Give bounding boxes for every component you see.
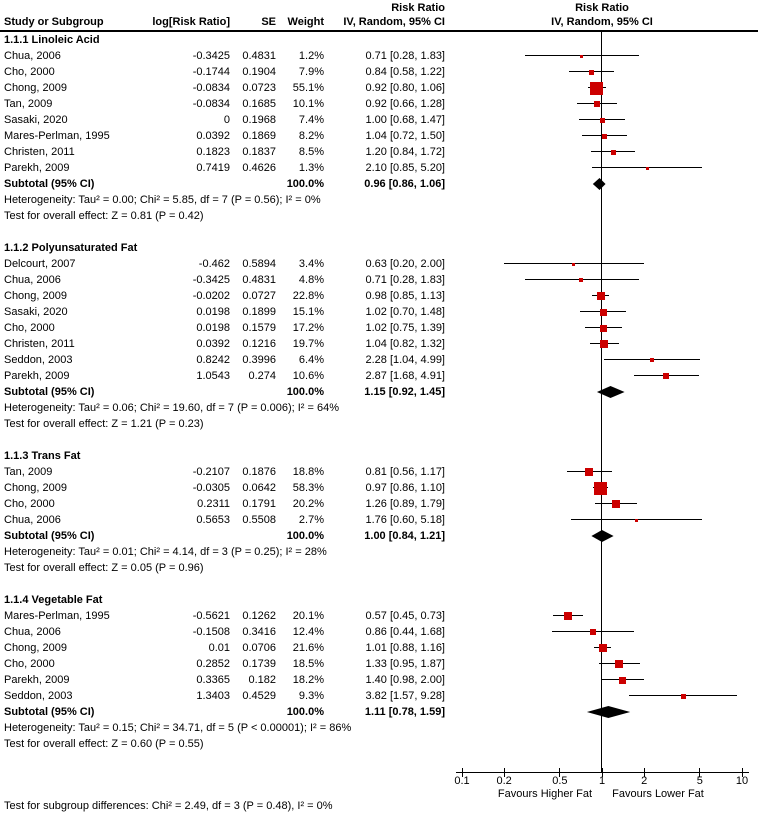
study-row: [0, 640, 758, 656]
weight-value: 18.8%: [292, 466, 324, 478]
ci-text: 1.04 [0.72, 1.50]: [365, 130, 445, 142]
se-value: 0.1869: [242, 130, 276, 142]
axis-tick-label: 0.5: [552, 775, 568, 787]
effect-marker: [597, 292, 605, 300]
weight-value: 6.4%: [298, 354, 324, 366]
study-name: Mares-Perlman, 1995: [4, 610, 110, 622]
column-header-weight: Weight: [287, 16, 324, 28]
overall-effect-text: Test for overall effect: Z = 0.05 (P = 0.96): [4, 562, 204, 574]
study-row: [0, 304, 758, 320]
section-title: 1.1.1 Linoleic Acid: [4, 34, 100, 46]
se-value: 0.1262: [242, 610, 276, 622]
log-rr-value: -0.3425: [192, 274, 230, 286]
ci-text: 1.01 [0.88, 1.16]: [365, 642, 445, 654]
se-value: 0.1579: [242, 322, 276, 334]
effect-marker: [594, 101, 600, 107]
log-rr-value: 0.7419: [196, 162, 230, 174]
overall-effect-text: Test for overall effect: Z = 1.21 (P = 0.23): [4, 418, 204, 430]
study-name: Seddon, 2003: [4, 354, 73, 366]
log-rr-value: 0.0198: [196, 306, 230, 318]
subtotal-ci: 1.15 [0.92, 1.45]: [364, 386, 445, 398]
effect-marker: [585, 468, 593, 476]
subtotal-weight: 100.0%: [286, 178, 324, 190]
se-value: 0.1899: [242, 306, 276, 318]
study-name: Tan, 2009: [4, 466, 53, 478]
ci-text: 1.00 [0.68, 1.47]: [365, 114, 445, 126]
effect-marker: [580, 55, 583, 58]
study-row: [0, 288, 758, 304]
axis-tick-label: 5: [696, 775, 703, 787]
se-value: 0.1791: [242, 498, 276, 510]
weight-value: 10.6%: [292, 370, 324, 382]
ci-text: 0.92 [0.66, 1.28]: [365, 98, 445, 110]
effect-marker: [602, 134, 607, 139]
study-row: [0, 336, 758, 352]
weight-value: 8.5%: [298, 146, 324, 158]
se-value: 0.1739: [242, 658, 276, 670]
effect-marker: [600, 325, 607, 332]
study-name: Chong, 2009: [4, 642, 67, 654]
subtotal-row: [0, 384, 758, 400]
effect-marker: [600, 340, 608, 348]
section-title: 1.1.4 Vegetable Fat: [4, 594, 103, 606]
spacer-row: [0, 432, 758, 448]
se-value: 0.1904: [242, 66, 276, 78]
study-row: [0, 96, 758, 112]
effect-marker: [619, 677, 626, 684]
weight-value: 18.2%: [292, 674, 324, 686]
ci-text: 1.04 [0.82, 1.32]: [365, 338, 445, 350]
x-axis-line: [456, 772, 749, 773]
se-value: 0.4626: [242, 162, 276, 174]
weight-value: 7.4%: [298, 114, 324, 126]
weight-value: 1.2%: [298, 50, 324, 62]
effect-marker: [590, 82, 603, 95]
subtotal-diamond: [0, 384, 758, 400]
axis-tick-label: 1: [598, 775, 606, 787]
column-header-study: Study or Subgroup: [4, 16, 104, 28]
ci-text: 0.63 [0.20, 2.00]: [365, 258, 445, 270]
study-row: [0, 464, 758, 480]
spacer-row: [0, 224, 758, 240]
axis-tick-label: 10: [735, 775, 749, 787]
log-rr-value: 1.3403: [196, 690, 230, 702]
section-row: [0, 448, 758, 464]
overall-effect-row: [0, 560, 758, 576]
ci-text: 1.40 [0.98, 2.00]: [365, 674, 445, 686]
subtotal-diamond: [0, 528, 758, 544]
weight-value: 55.1%: [292, 82, 324, 94]
column-header-ci: IV, Random, 95% CI: [343, 16, 445, 28]
weight-value: 10.1%: [292, 98, 324, 110]
log-rr-value: 0.0392: [196, 130, 230, 142]
log-rr-value: -0.0834: [192, 82, 230, 94]
subtotal-diamond: [0, 704, 758, 720]
study-name: Sasaki, 2020: [4, 306, 68, 318]
plot-subtitle: IV, Random, 95% CI: [551, 16, 653, 28]
log-rr-value: 0.8242: [196, 354, 230, 366]
se-value: 0.3996: [242, 354, 276, 366]
study-row: [0, 48, 758, 64]
study-name: Chua, 2006: [4, 274, 61, 286]
study-name: Mares-Perlman, 1995: [4, 130, 110, 142]
favours-right-label: Favours Lower Fat: [612, 788, 704, 800]
weight-value: 3.4%: [298, 258, 324, 270]
heterogeneity-row: [0, 720, 758, 736]
se-value: 0.0706: [242, 642, 276, 654]
study-name: Parekh, 2009: [4, 674, 70, 686]
log-rr-value: -0.0202: [192, 290, 230, 302]
spacer-row: [0, 752, 758, 768]
study-row: [0, 272, 758, 288]
ci-text: 0.57 [0.45, 0.73]: [365, 610, 445, 622]
log-rr-value: -0.0305: [192, 482, 230, 494]
study-row: [0, 624, 758, 640]
effect-marker: [572, 263, 575, 266]
se-value: 0.5894: [242, 258, 276, 270]
ci-text: 0.84 [0.58, 1.22]: [365, 66, 445, 78]
study-row: [0, 512, 758, 528]
weight-value: 4.8%: [298, 274, 324, 286]
study-name: Chong, 2009: [4, 482, 67, 494]
overall-effect-row: [0, 416, 758, 432]
study-name: Chua, 2006: [4, 514, 61, 526]
effect-marker: [681, 694, 686, 699]
section-title: 1.1.2 Polyunsaturated Fat: [4, 242, 138, 254]
se-value: 0.274: [248, 370, 276, 382]
axis-tick-label: 0.2: [496, 775, 512, 787]
column-header-log-rr: log[Risk Ratio]: [152, 16, 230, 28]
ci-text: 1.33 [0.95, 1.87]: [365, 658, 445, 670]
study-row: [0, 128, 758, 144]
effect-marker: [611, 150, 616, 155]
se-value: 0.5508: [242, 514, 276, 526]
log-rr-value: -0.1744: [192, 66, 230, 78]
ci-text: 1.02 [0.70, 1.48]: [365, 306, 445, 318]
subtotal-label: Subtotal (95% CI): [4, 706, 95, 718]
ci-text: 2.28 [1.04, 4.99]: [365, 354, 445, 366]
study-row: [0, 480, 758, 496]
heterogeneity-row: [0, 192, 758, 208]
study-name: Chong, 2009: [4, 290, 67, 302]
axis-tick-label: 2: [641, 775, 648, 787]
effect-marker: [615, 660, 623, 668]
log-rr-value: 0.1823: [196, 146, 230, 158]
subtotal-row: [0, 176, 758, 192]
effect-marker: [579, 278, 583, 282]
effect-marker: [594, 482, 607, 495]
ci-text: 0.71 [0.28, 1.83]: [365, 274, 445, 286]
study-row: [0, 368, 758, 384]
study-name: Christen, 2011: [4, 338, 75, 350]
study-row: [0, 656, 758, 672]
overall-effect-text: Test for overall effect: Z = 0.60 (P = 0.55): [4, 738, 204, 750]
effect-marker: [650, 358, 654, 362]
ci-text: 0.71 [0.28, 1.83]: [365, 50, 445, 62]
study-row: [0, 256, 758, 272]
ci-text: 0.97 [0.86, 1.10]: [365, 482, 445, 494]
study-row: [0, 112, 758, 128]
overall-effect-row: [0, 208, 758, 224]
subtotal-weight: 100.0%: [286, 706, 324, 718]
study-name: Chong, 2009: [4, 82, 67, 94]
log-rr-value: 0: [223, 114, 230, 126]
effect-marker: [600, 118, 605, 123]
column-header-se: SE: [261, 16, 276, 28]
axis-tick-label: 0.1: [454, 775, 470, 787]
heterogeneity-row: [0, 400, 758, 416]
ci-text: 3.82 [1.57, 9.28]: [365, 690, 445, 702]
ci-text: 1.26 [0.89, 1.79]: [365, 498, 445, 510]
weight-value: 12.4%: [292, 626, 324, 638]
weight-value: 18.5%: [292, 658, 324, 670]
se-value: 0.1968: [242, 114, 276, 126]
subtotal-row: [0, 528, 758, 544]
ci-text: 2.10 [0.85, 5.20]: [365, 162, 445, 174]
weight-value: 17.2%: [292, 322, 324, 334]
study-row: [0, 160, 758, 176]
section-title: 1.1.3 Trans Fat: [4, 450, 81, 462]
weight-value: 19.7%: [292, 338, 324, 350]
log-rr-value: 0.2311: [197, 498, 230, 510]
study-row: [0, 688, 758, 704]
section-row: [0, 592, 758, 608]
heterogeneity-text: Heterogeneity: Tau² = 0.06; Chi² = 19.60, df = 7 (P = 0.006); I² = 64%: [4, 402, 339, 414]
study-row: [0, 496, 758, 512]
subtotal-diamond: [0, 176, 758, 192]
study-row: [0, 672, 758, 688]
weight-value: 7.9%: [298, 66, 324, 78]
weight-value: 2.7%: [298, 514, 324, 526]
section-row: [0, 32, 758, 48]
ci-text: 0.86 [0.44, 1.68]: [365, 626, 445, 638]
heterogeneity-text: Heterogeneity: Tau² = 0.00; Chi² = 5.85, df = 7 (P = 0.56); I² = 0%: [4, 194, 321, 206]
subtotal-weight: 100.0%: [286, 530, 324, 542]
subtotal-ci: 0.96 [0.86, 1.06]: [364, 178, 445, 190]
study-name: Cho, 2000: [4, 66, 55, 78]
log-rr-value: -0.3425: [192, 50, 230, 62]
se-value: 0.1216: [242, 338, 276, 350]
se-value: 0.4831: [242, 274, 276, 286]
weight-value: 8.2%: [298, 130, 324, 142]
study-name: Parekh, 2009: [4, 370, 70, 382]
se-value: 0.1876: [242, 466, 276, 478]
weight-value: 58.3%: [292, 482, 324, 494]
study-name: Cho, 2000: [4, 498, 55, 510]
se-value: 0.1837: [242, 146, 276, 158]
overall-effect-text: Test for overall effect: Z = 0.81 (P = 0.42): [4, 210, 204, 222]
study-name: Chua, 2006: [4, 50, 61, 62]
weight-value: 9.3%: [298, 690, 324, 702]
se-value: 0.0723: [242, 82, 276, 94]
ci-text: 0.81 [0.56, 1.17]: [365, 466, 445, 478]
study-row: [0, 64, 758, 80]
effect-marker: [599, 644, 607, 652]
se-value: 0.4529: [242, 690, 276, 702]
effect-column-title: Risk Ratio: [391, 2, 445, 14]
effect-marker: [612, 500, 620, 508]
study-row: [0, 144, 758, 160]
effect-marker: [564, 612, 572, 620]
study-name: Cho, 2000: [4, 322, 55, 334]
log-rr-value: 0.0198: [196, 322, 230, 334]
effect-marker: [663, 373, 669, 379]
subtotal-weight: 100.0%: [286, 386, 324, 398]
study-row: [0, 608, 758, 624]
favours-left-label: Favours Higher Fat: [497, 788, 593, 800]
heterogeneity-row: [0, 544, 758, 560]
weight-value: 21.6%: [292, 642, 324, 654]
ci-text: 1.76 [0.60, 5.18]: [365, 514, 445, 526]
weight-value: 15.1%: [292, 306, 324, 318]
study-name: Sasaki, 2020: [4, 114, 68, 126]
se-value: 0.3416: [242, 626, 276, 638]
subtotal-ci: 1.00 [0.84, 1.21]: [364, 530, 445, 542]
study-name: Chua, 2006: [4, 626, 61, 638]
heterogeneity-text: Heterogeneity: Tau² = 0.15; Chi² = 34.71, df = 5 (P < 0.00001); I² = 86%: [4, 722, 352, 734]
log-rr-value: -0.462: [198, 258, 230, 270]
ci-text: 2.87 [1.68, 4.91]: [365, 370, 445, 382]
heterogeneity-text: Heterogeneity: Tau² = 0.01; Chi² = 4.14, df = 3 (P = 0.25); I² = 28%: [4, 546, 327, 558]
weight-value: 1.3%: [298, 162, 324, 174]
forest-rows: [0, 32, 758, 768]
subtotal-row: [0, 704, 758, 720]
ci-text: 1.02 [0.75, 1.39]: [365, 322, 445, 334]
log-rr-value: 0.3365: [196, 674, 230, 686]
se-value: 0.1685: [242, 98, 276, 110]
subtotal-label: Subtotal (95% CI): [4, 530, 95, 542]
study-name: Tan, 2009: [4, 98, 53, 110]
ci-text: 0.98 [0.85, 1.13]: [365, 290, 445, 302]
log-rr-value: -0.2107: [192, 466, 230, 478]
log-rr-value: 0.5653: [196, 514, 230, 526]
study-name: Parekh, 2009: [4, 162, 70, 174]
study-name: Seddon, 2003: [4, 690, 73, 702]
subtotal-label: Subtotal (95% CI): [4, 178, 95, 190]
study-row: [0, 80, 758, 96]
study-name: Cho, 2000: [4, 658, 55, 670]
log-rr-value: -0.1508: [192, 626, 230, 638]
subgroup-difference-test: Test for subgroup differences: Chi² = 2.49, df = 3 (P = 0.48), I² = 0%: [4, 800, 333, 812]
effect-marker: [589, 70, 594, 75]
spacer-row: [0, 576, 758, 592]
ci-text: 0.92 [0.80, 1.06]: [365, 82, 445, 94]
effect-marker: [635, 519, 638, 522]
section-row: [0, 240, 758, 256]
effect-marker: [600, 309, 607, 316]
plot-title: Risk Ratio: [575, 2, 629, 14]
se-value: 0.182: [248, 674, 276, 686]
log-rr-value: 0.0392: [196, 338, 230, 350]
study-row: [0, 320, 758, 336]
study-name: Delcourt, 2007: [4, 258, 76, 270]
se-value: 0.4831: [242, 50, 276, 62]
weight-value: 22.8%: [292, 290, 324, 302]
log-rr-value: -0.5621: [192, 610, 230, 622]
study-name: Christen, 2011: [4, 146, 75, 158]
weight-value: 20.1%: [292, 610, 324, 622]
overall-effect-row: [0, 736, 758, 752]
log-rr-value: 1.0543: [196, 370, 230, 382]
subtotal-ci: 1.11 [0.78, 1.59]: [364, 706, 445, 718]
effect-marker: [646, 167, 649, 170]
ci-text: 1.20 [0.84, 1.72]: [365, 146, 445, 158]
log-rr-value: 0.01: [208, 642, 230, 654]
study-row: [0, 352, 758, 368]
se-value: 0.0727: [242, 290, 276, 302]
effect-marker: [590, 629, 596, 635]
log-rr-value: -0.0834: [192, 98, 230, 110]
se-value: 0.0642: [242, 482, 276, 494]
log-rr-value: 0.2852: [196, 658, 230, 670]
weight-value: 20.2%: [292, 498, 324, 510]
subtotal-label: Subtotal (95% CI): [4, 386, 95, 398]
